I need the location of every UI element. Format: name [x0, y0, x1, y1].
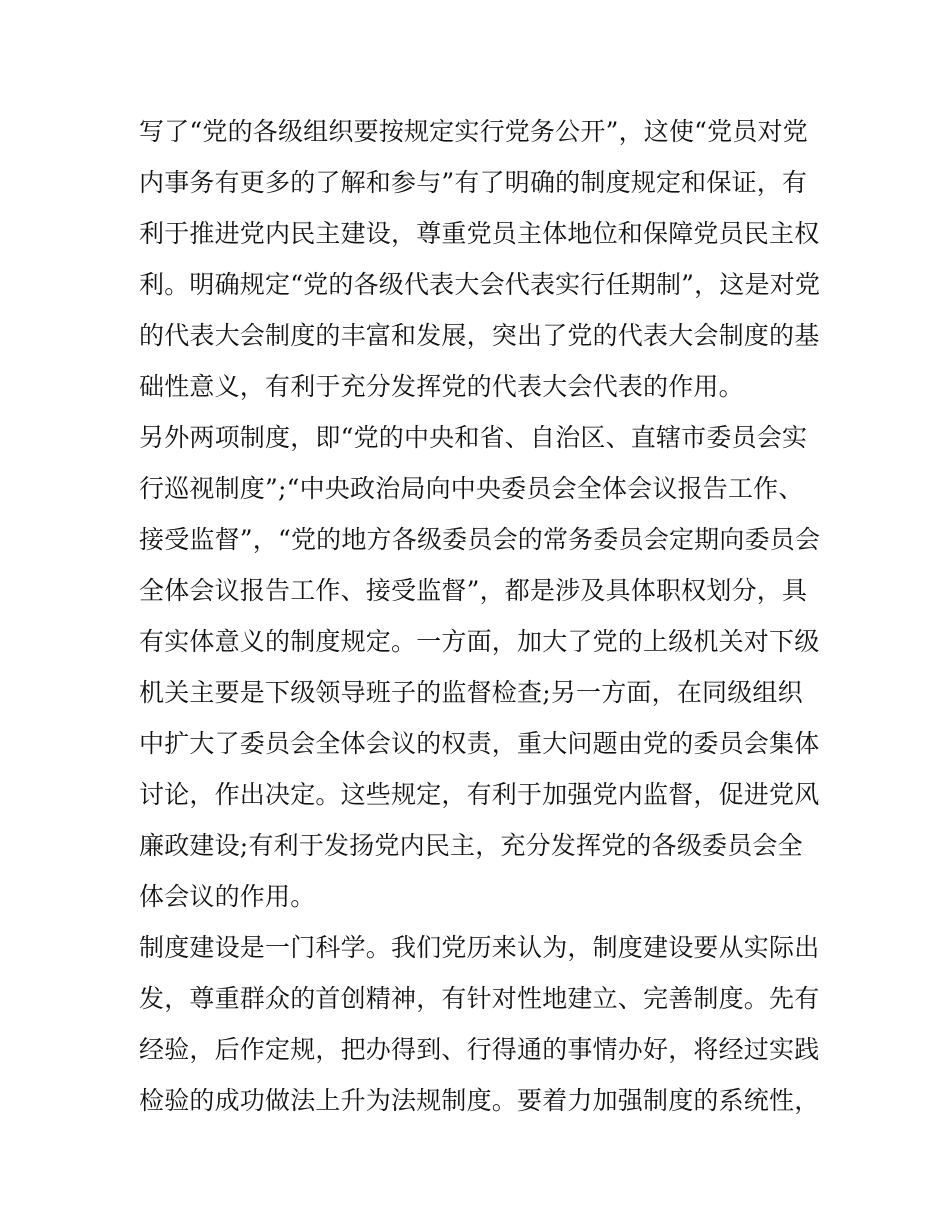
text-line-10: 全体会议报告工作、接受监督”，都是涉及具体职权划分，具	[139, 576, 808, 605]
text-line-15: 廉政建设;有利于发扬党内民主，充分发挥党的各级委员会全	[139, 831, 803, 860]
text-line-12: 机关主要是下级领导班子的监督检查;另一方面，在同级组织	[139, 678, 803, 707]
text-line-18: 发，尊重群众的首创精神，有针对性地建立、完善制度。先有	[139, 984, 820, 1013]
text-line-3: 利于推进党内民主建设，尊重党员主体地位和保障党员民主权	[139, 219, 820, 248]
text-line-13: 中扩大了委员会全体会议的权责，重大问题由党的委员会集体	[139, 729, 820, 758]
text-line-2: 内事务有更多的了解和参与”有了明确的制度规定和保证，有	[139, 168, 808, 197]
body-text	[139, 106, 819, 1126]
text-line-4: 利。明确规定“党的各级代表大会代表实行任期制”，这是对党	[139, 270, 821, 299]
text-line-8: 行巡视制度”;“中央政治局向中央委员会全体会议报告工作、	[139, 474, 804, 503]
text-line-16: 体会议的作用。	[139, 882, 316, 911]
text-line-1: 写了“党的各级组织要按规定实行党务公开”，这使“党员对党	[139, 117, 808, 146]
text-line-11: 有实体意义的制度规定。一方面，加大了党的上级机关对下级	[139, 627, 820, 656]
text-line-5: 的代表大会制度的丰富和发展，突出了党的代表大会制度的基	[139, 321, 820, 350]
text-line-7: 另外两项制度，即“党的中央和省、自治区、直辖市委员会实	[139, 423, 808, 452]
text-line-6: 础性意义，有利于充分发挥党的代表大会代表的作用。	[139, 372, 744, 401]
text-line-17: 制度建设是一门科学。我们党历来认为，制度建设要从实际出	[139, 933, 820, 962]
text-line-14: 讨论，作出决定。这些规定，有利于加强党内监督，促进党风	[139, 780, 820, 809]
text-line-9: 接受监督”，“党的地方各级委员会的常务委员会定期向委员会	[139, 525, 821, 554]
text-line-19: 经验，后作定规，把办得到、行得通的事情办好，将经过实践	[139, 1035, 820, 1064]
text-line-20: 检验的成功做法上升为法规制度。要着力加强制度的系统性，	[139, 1086, 820, 1115]
